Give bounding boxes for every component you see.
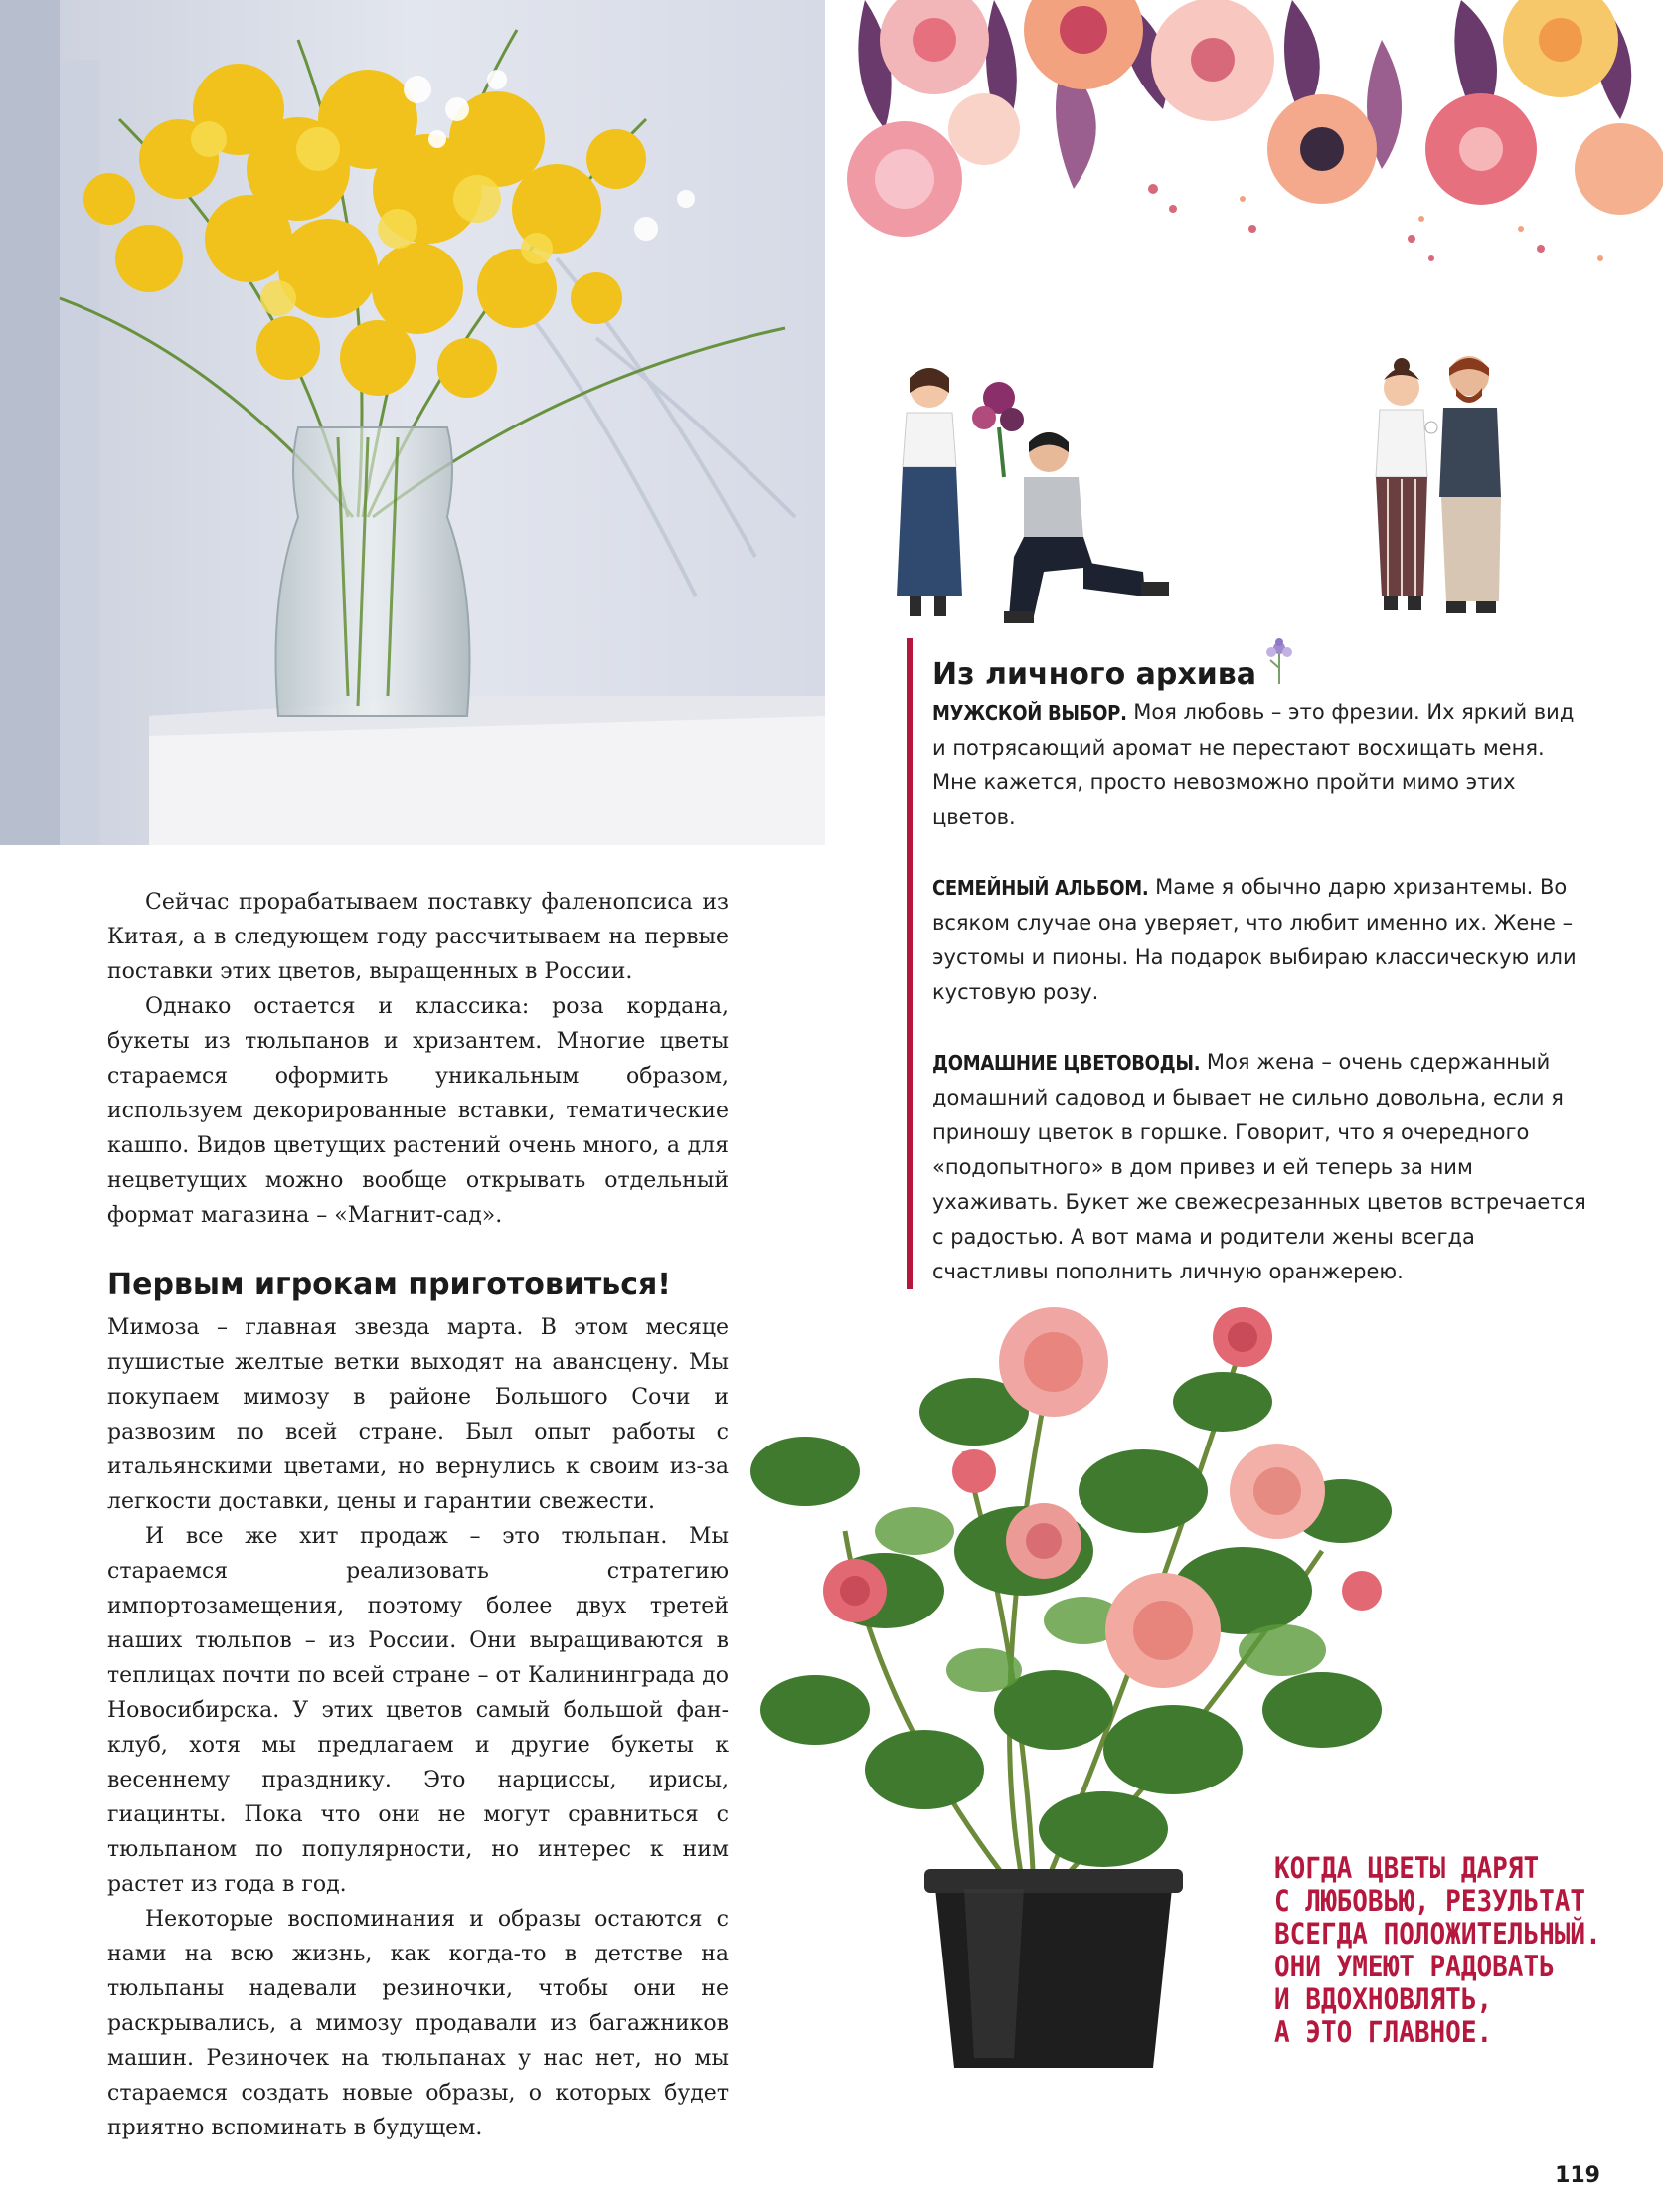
sidebar-title: Из личного архива bbox=[932, 657, 1256, 692]
paragraph: Некоторые воспоминания и образы остаются с нами на всю жизнь, как когда-то в детстве на тюльпаны надевали резиночки, чтобы они не раскрывались, а мимозу продавали из багажников машин. Резиночек на тюльпанах у нас нет, но мы стараемся создать новые образы, о которых будет приятно вспоминать в будущем. bbox=[107, 1907, 729, 2140]
archive-item bbox=[932, 695, 1588, 835]
quote-line: ВСЕГДА ПОЛОЖИТЕЛЬНЫЙ. bbox=[1274, 1918, 1601, 1952]
archive-item-text: Моя жена – очень сдержанный домашний садовод и бывает не сильно довольна, если я приношу цветок в горшке. Говорит, что я очередного «подопытного» в дом привез и ей теперь за ним ухаживать. Букет же свежесрезанных цветов встречается с радостью. А вот мама и родители жены всегда счастливы пополнить личную оранжерею. bbox=[932, 1050, 1586, 1283]
flower-sprig-icon bbox=[1262, 638, 1296, 695]
archive-item-lead: МУЖСКОЙ ВЫБОР. bbox=[932, 701, 1127, 726]
quote-line: И ВДОХНОВЛЯТЬ, bbox=[1274, 1983, 1493, 2017]
article-text-bottom bbox=[107, 1310, 729, 2145]
page-number: 119 bbox=[1555, 2163, 1600, 2188]
archive-item bbox=[932, 1045, 1588, 1289]
article-text-top bbox=[107, 885, 729, 1233]
archive-item-text: Маме я обычно дарю хризантемы. Во всяком случае она уверяет, что любит именно их. Жене – эустомы и пионы. На подарок выбираю классическую или кустовую розу. bbox=[932, 875, 1577, 1004]
paragraph: И все же хит продаж – это тюльпан. Мы стараемся реализовать стратегию импортозамещения, поэтому более двух третей наших тюльпов – из России. Они выращиваются в теплицах почти по всей стране – от Калининграда до Новосибирска. У этих цветов самый большой фан-клуб, хотя мы предлагаем и другие букеты к весеннему празднику. Это нарциссы, ирисы, гиацинты. Пока что они не могут сравниться с тюльпаном по популярности, но интерес к ним растет из года в год. bbox=[107, 1524, 729, 1897]
floral-banner-illustration bbox=[825, 0, 1663, 288]
proposal-couple-illustration bbox=[885, 358, 1183, 626]
paragraph: Однако остается и классика: роза кордана, букеты из тюльпанов и хризантем. Многие цветы стараемся оформить уникальным образом, используем декорированные вставки, тематические кашпо. Видов цветущих растений очень много, а для нецветущих можно вообще открывать отдельный формат магазина – «Магнит-сад». bbox=[107, 994, 729, 1228]
paragraph: Сейчас прорабатываем поставку фаленопсиса из Китая, а в следующем году рассчитываем на первые поставки этих цветов, выращенных в России. bbox=[107, 890, 729, 984]
standing-couple-illustration bbox=[1352, 348, 1531, 621]
personal-archive-sidebar bbox=[907, 638, 1588, 1289]
sidebar-title-row bbox=[932, 638, 1588, 695]
quote-line: КОГДА ЦВЕТЫ ДАРЯТ bbox=[1274, 1852, 1540, 1886]
archive-item-text: Моя любовь – это фрезии. Их яркий вид и потрясающий аромат не перестают восхищать меня. Мне кажется, просто невозможно пройти мимо этих цветов. bbox=[932, 700, 1575, 829]
section-heading: Первым игрокам приготовиться! bbox=[107, 1268, 671, 1302]
quote-line: ОНИ УМЕЮТ РАДОВАТЬ bbox=[1274, 1951, 1555, 1984]
mimosa-vase-photo bbox=[0, 0, 825, 845]
paragraph: Мимоза – главная звезда марта. В этом месяце пушистые желтые ветки выходят на авансцену. Мы покупаем мимозу в районе Большого Сочи и развозим по всей стране. Был опыт работы с итальянскими цветами, но вернулись к своим из-за легкости доставки, цены и гарантии свежести. bbox=[107, 1315, 729, 1514]
quote-line: С ЛЮБОВЬЮ, РЕЗУЛЬТАТ bbox=[1274, 1885, 1586, 1919]
quote-line: А ЭТО ГЛАВНОЕ. bbox=[1274, 2016, 1493, 2050]
archive-item-lead: ДОМАШНИЕ ЦВЕТОВОДЫ. bbox=[932, 1051, 1201, 1076]
archive-item-lead: СЕМЕЙНЫЙ АЛЬБОМ. bbox=[932, 876, 1149, 901]
pull-quote bbox=[1274, 1853, 1632, 2050]
archive-item bbox=[932, 870, 1588, 1010]
